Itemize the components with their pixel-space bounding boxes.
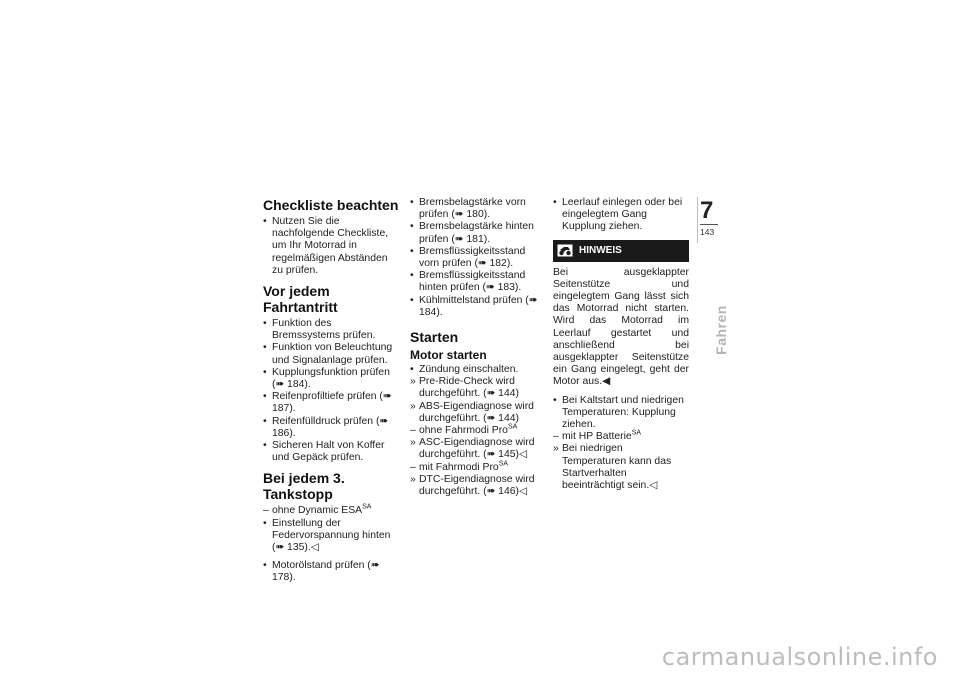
condition-item: – ohne Fahrmodi Pro$^{SA}$ xyxy=(410,425,548,437)
page-number: 143 xyxy=(700,227,715,237)
list-item: • Bremsbelagstärke hinten prüfen (➠ 181). xyxy=(410,221,548,245)
motorcycle-note-icon xyxy=(557,244,573,258)
hint-text: Bei ausgeklappter Seitenstütze und eingelegtem Gang lässt sich das Motorrad nicht starten. Wird das Motorrad im Leerlauf gestartet und anschließend bei ausgeklappter Seitenstütze ein Gang eingelegt, geht der Motor aus.◀ xyxy=(553,266,689,388)
chapter-side-title: Fahren xyxy=(713,305,729,355)
heading-starten: Starten xyxy=(410,329,459,346)
column-right xyxy=(553,197,689,492)
condition-item: – mit HP Batterie$^{SA}$ xyxy=(553,431,689,443)
watermark: carmanualsonline.info xyxy=(661,643,938,671)
list-item: • Kupplungsfunktion prüfen (➠ 184). xyxy=(263,367,399,391)
heading-checklist: Checkliste beachten xyxy=(263,197,399,213)
list-item: • Reifenfülldruck prüfen (➠ 186). xyxy=(263,416,399,440)
list-item: • Sicheren Halt von Koffer und Gepäck prüfen. xyxy=(263,440,399,464)
hint-header xyxy=(553,240,689,262)
column-middle xyxy=(410,197,548,498)
list-item: • Einstellung der Federvorspannung hinten (➠ 135).◁ xyxy=(263,518,399,555)
step-item: » ASC-Eigendiagnose wird durchgeführt. (➠ 145)◁ xyxy=(410,437,548,461)
step-item: » Pre-Ride-Check wird durchgeführt. (➠ 144) xyxy=(410,376,548,400)
condition-item: – mit Fahrmodi Pro$^{SA}$ xyxy=(410,462,548,474)
heading-before-ride: Vor jedem Fahrtantritt xyxy=(263,283,338,316)
heading-tank-stop: Bei jedem 3. Tankstopp xyxy=(263,470,345,503)
list-item: • Bremsbelagstärke vorn prüfen (➠ 180). xyxy=(410,197,548,221)
list-item: • Funktion von Beleuchtung und Signalanlage prüfen. xyxy=(263,342,399,366)
heading-motor-starten: Motor starten xyxy=(410,348,487,363)
list-item: • Motorölstand prüfen (➠ 178). xyxy=(263,560,399,584)
hint-label: HINWEIS xyxy=(579,244,622,256)
list-item: • Bei Kaltstart und niedrigen Temperaturen: Kupplung ziehen. xyxy=(553,395,689,432)
step-item: » ABS-Eigendiagnose wird durchgeführt. (➠ 144) xyxy=(410,401,548,425)
list-item: • Funktion des Bremssystems prüfen. xyxy=(263,318,399,342)
list-item: • Zündung einschalten. xyxy=(410,364,548,376)
list-item: • Reifenprofiltiefe prüfen (➠ 187). xyxy=(263,391,399,415)
chapter-divider xyxy=(700,224,718,225)
list-item: • Nutzen Sie die nachfolgende Checkliste, um Ihr Motorrad in regelmäßigen Abständen zu prüfen. xyxy=(263,216,399,277)
list-item: • Bremsflüssigkeitsstand vorn prüfen (➠ 182). xyxy=(410,246,548,270)
column-left xyxy=(263,197,399,585)
step-item: » Bei niedrigen Temperaturen kann das Startverhalten beeinträchtigt sein.◁ xyxy=(553,443,689,492)
condition-item: – ohne Dynamic $ESA^{SA}$ xyxy=(263,505,399,517)
step-item: » DTC-Eigendiagnose wird durchgeführt. (➠ 146)◁ xyxy=(410,474,548,498)
list-item: • Leerlauf einlegen oder bei eingelegtem Gang Kupplung ziehen. xyxy=(553,197,689,234)
chapter-number: 7 xyxy=(700,197,714,224)
list-item: • Kühlmittelstand prüfen (➠ 184). xyxy=(410,295,548,319)
list-item: • Bremsflüssigkeitsstand hinten prüfen (➠ 183). xyxy=(410,270,548,294)
